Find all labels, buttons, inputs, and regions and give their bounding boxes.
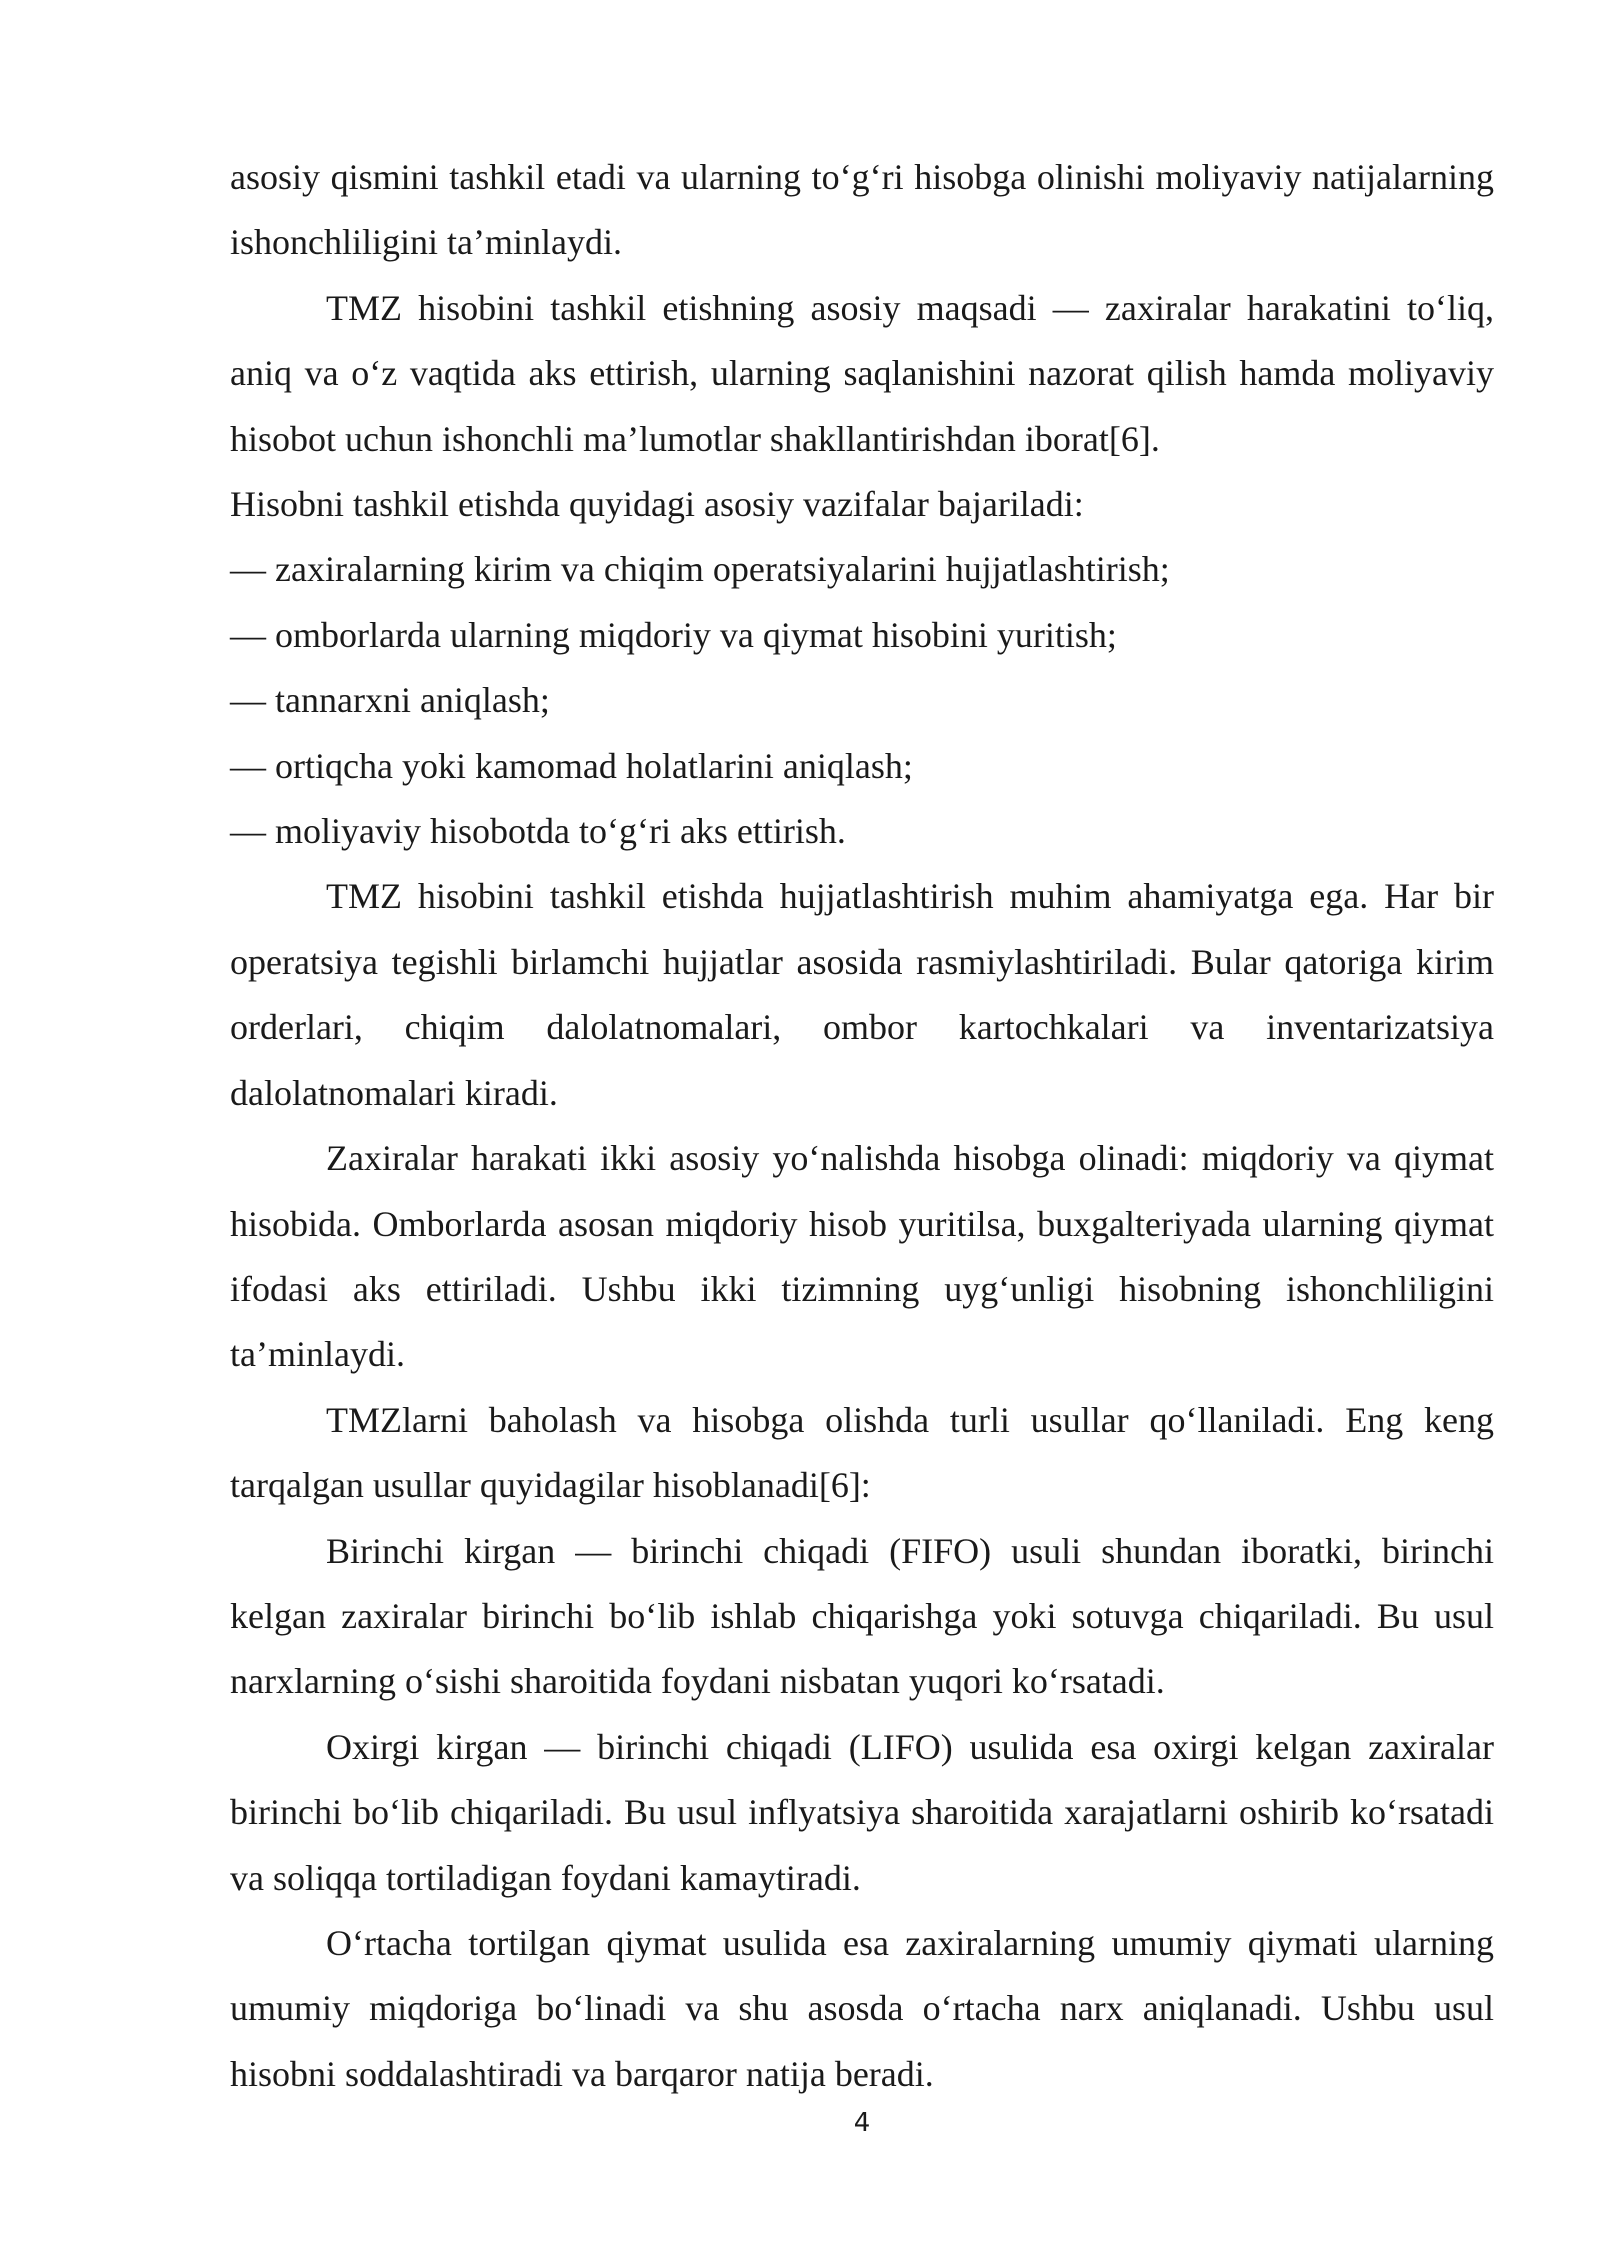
list-intro: Hisobni tashkil etishda quyidagi asosiy vazifalar bajariladi: [230,484,1084,525]
paragraph-continuation: asosiy qismini tashkil etadi va ularning to‘g‘ri hisobga olinishi moliyaviy natijalarning ishonchliligini ta’minlaydi. [230,157,1494,263]
list-item: — moliyaviy hisobotda to‘g‘ri aks ettirish. [230,811,846,852]
paragraph-fifo: Birinchi kirgan — birinchi chiqadi (FIFO) usuli shundan iboratki, birinchi kelgan zaxiralar birinchi bo‘lib ishlab chiqarishga yoki sotuvga chiqariladi. Bu usul narxlarning o‘sishi sharoitida foydani nisbatan yuqori ko‘rsatadi. [230,1530,1494,1702]
paragraph-stock-movement: Zaxiralar harakati ikki asosiy yo‘nalishda hisobga olinadi: miqdoriy va qiymat hisobida. Omborlarda asosan miqdoriy hisob yuritilsa, buxgalteriyada ularning qiymat ifodasi aks ettiriladi. Ushbu ikki tizimning uyg‘unligi hisobning ishonchliligini ta’minlaydi. [230,1138,1494,1375]
page-body [230,145,1494,2107]
list-item: — ortiqcha yoki kamomad holatlarini aniqlash; [230,745,913,786]
page-number: 4 [853,2108,871,2138]
list-item: — omborlarda ularning miqdoriy va qiymat hisobini yuritish; [230,614,1117,655]
paragraph-purpose: TMZ hisobini tashkil etishning asosiy maqsadi — zaxiralar harakatini to‘liq, aniq va o‘z vaqtida aks ettirish, ularning saqlanishini nazorat qilish hamda moliyaviy hisobot uchun ishonchli ma’lumotlar shakllantirishdan iborat[6]. [230,287,1494,459]
paragraph-weighted-average: O‘rtacha tortilgan qiymat usulida esa zaxiralarning umumiy qiymati ularning umumiy miqdoriga bo‘linadi va shu asosda o‘rtacha narx aniqlanadi. Ushbu usul hisobni soddalashtiradi va barqaror natija beradi. [230,1922,1494,2094]
paragraph-valuation-methods: TMZlarni baholash va hisobga olishda turli usullar qo‘llaniladi. Eng keng tarqalgan usullar quyidagilar hisoblanadi[6]: [230,1399,1494,1506]
list-item: — zaxiralarning kirim va chiqim operatsiyalarini hujjatlashtirish; [230,549,1170,590]
paragraph-documentation: TMZ hisobini tashkil etishda hujjatlashtirish muhim ahamiyatga ega. Har bir operatsiya tegishli birlamchi hujjatlar asosida rasmiylashtiriladi. Bular qatoriga kirim orderlari, chiqim dalolatnomalari, ombor kartochkalari va inventarizatsiya dalolatnomalari kiradi. [230,876,1494,1113]
list-item: — tannarxni aniqlash; [230,680,550,721]
paragraph-lifo: Oxirgi kirgan — birinchi chiqadi (LIFO) usulida esa oxirgi kelgan zaxiralar birinchi bo‘lib chiqariladi. Bu usul inflyatsiya sharoitida xarajatlarni oshirib ko‘rsatadi va soliqqa tortiladigan foydani kamaytiradi. [230,1726,1494,1898]
